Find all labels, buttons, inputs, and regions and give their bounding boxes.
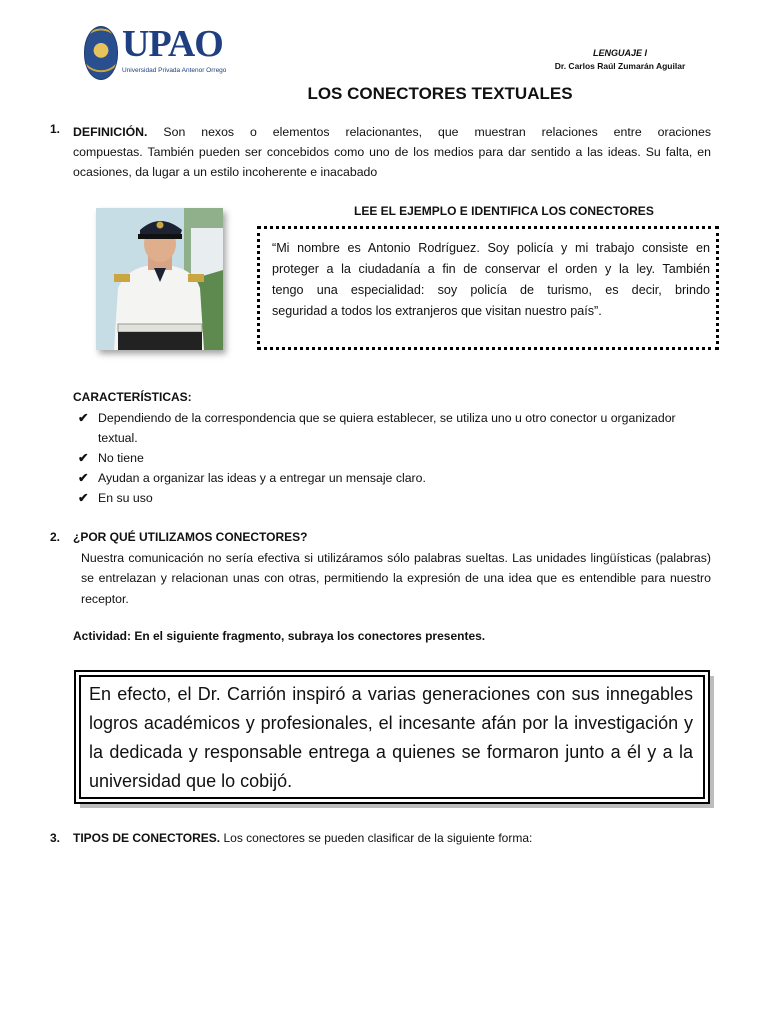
course-name: LENGUAJE I — [592, 48, 647, 58]
fragment-line: universidad que lo cobijó. — [89, 771, 293, 791]
page-title: LOS CONECTORES TEXTUALES — [307, 84, 573, 103]
section2-line: Nuestra comunicación no sería efectiva si utilizáramos sólo palabras sueltas. Las unidades lingüísticas (palabras) — [81, 551, 711, 565]
quote-line: tengo una especialidad: soy policía de turismo, es decir, brindo — [272, 283, 710, 297]
section2-line: receptor. — [81, 592, 129, 606]
quote-text — [272, 238, 710, 322]
section1-line3: ocasiones, da lugar a un estilo incoherente e inacabado — [73, 165, 378, 179]
characteristics-heading: CARACTERÍSTICAS: — [73, 390, 192, 404]
fragment-line: logros académicos y profesionales, el incesante afán por la investigación y — [89, 713, 693, 733]
section1-line2: compuestas. También pueden ser concebidos como uno de los medios para dar sentido a las ideas. Su falta, en — [73, 145, 711, 159]
list-item: ✔ Dependiendo de la correspondencia que se quiera establecer, se utiliza uno u otro conector u organizador — [78, 408, 718, 428]
section3-number: 3. — [50, 831, 61, 845]
quote-line: proteger a la ciudadanía a fin de conservar el orden y la ley. También — [272, 262, 710, 276]
quote-line: “Mi nombre es Antonio Rodríguez. Soy policía y mi trabajo consiste en — [272, 241, 710, 255]
list-item: ✔ No tiene — [78, 448, 718, 468]
quote-line: seguridad a todos los extranjeros que visitan nuestro país”. — [272, 304, 602, 318]
activity-instruction: Actividad: En el siguiente fragmento, subraya los conectores presentes. — [73, 629, 486, 643]
section3-heading: TIPOS DE CONECTORES. — [73, 831, 221, 845]
section2-line: se entrelazan y relacionan unas con otras, permitiendo la expresión de una idea que es entendible para nuestro — [81, 571, 711, 585]
police-officer-photo — [96, 208, 223, 350]
list-item-continuation: textual. — [98, 431, 138, 445]
check-icon: ✔ — [78, 411, 89, 425]
section3-text: Los conectores se pueden clasificar de la siguiente forma: — [223, 831, 533, 845]
check-icon: ✔ — [78, 491, 89, 505]
teacher-name: Dr. Carlos Raúl Zumarán Aguilar — [554, 61, 686, 71]
logo-subtitle: Universidad Privada Antenor Orrego — [122, 67, 227, 74]
section1-text1: Son nexos o elementos relacionantes, que muestran relaciones entre oraciones — [163, 125, 711, 139]
fragment-text — [89, 680, 693, 796]
section2-number: 2. — [50, 530, 61, 544]
section2-heading: ¿POR QUÉ UTILIZAMOS CONECTORES? — [73, 530, 308, 544]
university-seal-icon — [84, 26, 118, 80]
check-icon: ✔ — [78, 451, 89, 465]
upao-logo — [84, 23, 227, 82]
characteristics-list — [78, 408, 718, 508]
logo-text: UPAO — [122, 23, 223, 65]
list-item: ✔ En su uso — [78, 488, 718, 508]
check-icon: ✔ — [78, 471, 89, 485]
list-item: ✔ Ayudan a organizar las ideas y a entregar un mensaje claro. — [78, 468, 718, 488]
section1-number: 1. — [50, 122, 61, 136]
example-heading: LEE EL EJEMPLO E IDENTIFICA LOS CONECTORES — [354, 204, 654, 218]
section1-line1 — [73, 122, 711, 142]
section1-heading: DEFINICIÓN. — [73, 125, 148, 139]
fragment-line: la dedicada y responsable entrega a quienes se formaron junto a él y a la — [89, 742, 693, 762]
section3-line — [73, 831, 532, 845]
fragment-line: En efecto, el Dr. Carrión inspiró a varias generaciones con sus innegables — [89, 684, 693, 704]
